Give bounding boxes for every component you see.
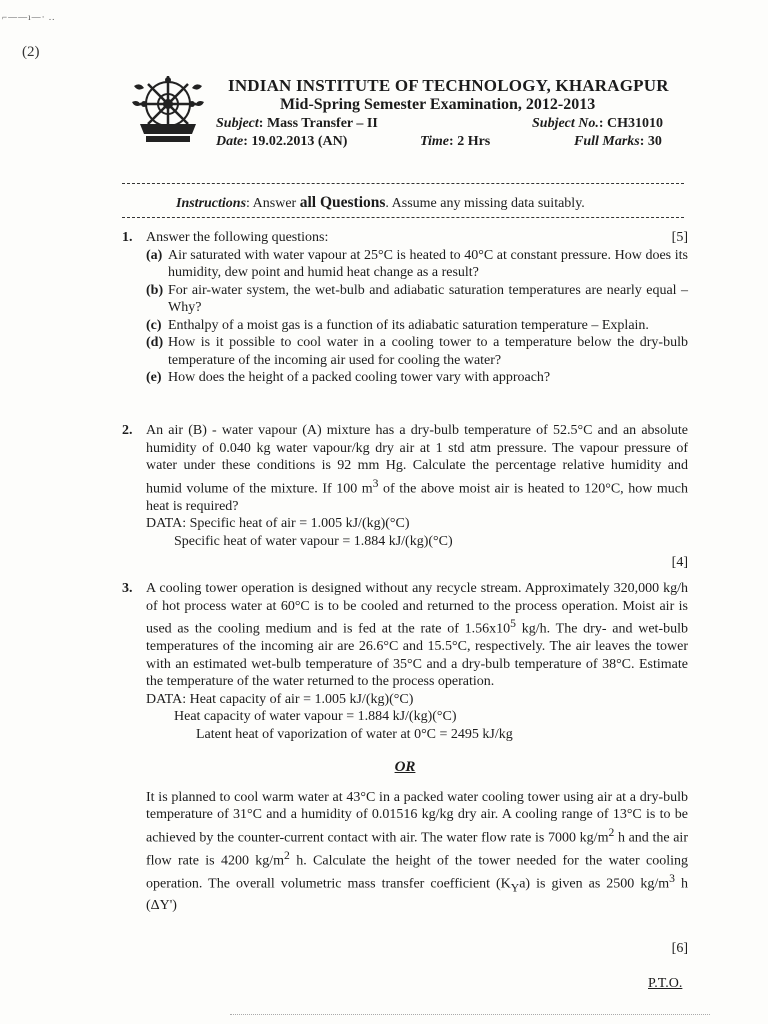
- subject-number: Subject No.: CH31010: [532, 116, 664, 131]
- question-number: 3.: [122, 581, 133, 596]
- question-number: 2.: [122, 423, 133, 438]
- divider-top: [122, 183, 684, 184]
- data-line: DATA: Heat capacity of air = 1.005 kJ/(kg)(°C): [146, 691, 414, 707]
- subject-line: Subject: Mass Transfer – II: [216, 116, 378, 131]
- exam-date: Date: 19.02.2013 (AN): [216, 134, 348, 149]
- scan-mark: ⌐——ı—· ..: [2, 12, 56, 22]
- pto-label: P.T.O.: [648, 976, 683, 991]
- data-line: Heat capacity of water vapour = 1.884 kJ/(kg)(°C): [174, 709, 457, 725]
- sub-question: (c) Enthalpy of a moist gas is a function of its adiabatic saturation temperature – Explain.: [146, 317, 649, 333]
- question-text: A cooling tower operation is designed without any recycle stream. Approximately 320,000 kg/h of hot process water at 60°C is to be cooled and returned to the process operation. Moist air is used as the cooling medium and is fed at the rate of $1.56x10^5$ kg/h. The dry- and wet-bulb temperatures of the incoming air are 26.6°C and 15.5°C, respectively. The air leaves the tower with an estimated wet-bulb temperature of 35°C and a dry-bulb temperature of 38°C. Estimate the temperature of the water returned to the process operation.: [146, 581, 688, 690]
- question-marks: [6]: [671, 941, 688, 957]
- question-marks: [4]: [671, 555, 688, 571]
- institute-logo-icon: [126, 72, 210, 146]
- sub-question: (b) For air-water system, the wet-bulb and adiabatic saturation temperatures are nearly equal – Why?: [146, 282, 688, 315]
- exam-time: Time: 2 Hrs: [420, 134, 491, 149]
- exam-title: Mid-Spring Semester Examination, 2012-2013: [280, 96, 596, 113]
- question-2: [122, 422, 688, 572]
- question-marks: [5]: [671, 230, 688, 245]
- data-line: Latent heat of vaporization of water at 0°C = 2495 kJ/kg: [196, 726, 513, 742]
- or-divider: OR: [394, 759, 416, 776]
- sub-question: (d) How is it possible to cool water in a cooling tower to a temperature below the dry-bulb temperature of the incoming air used for cooling the water?: [146, 335, 688, 368]
- page-number: (2): [22, 44, 40, 60]
- data-line: DATA: Specific heat of air = 1.005 kJ/(kg)(°C): [146, 516, 410, 532]
- data-line: Specific heat of water vapour = 1.884 kJ/(kg)(°C): [174, 533, 453, 549]
- question-text: An air (B) - water vapour (A) mixture has a dry-bulb temperature of 52.5°C and an absolute humidity of 0.040 kg water vapour/kg dry air at 1 std atm pressure. The vapour pressure of water under these conditions is 92 mm Hg. Calculate the percentage relative humidity and humid volume of the mixture. If 100 $m^3$ of the above moist air is heated to 120°C, how much heat is required?: [146, 423, 688, 514]
- instructions: Instructions: Answer all Questions. Assume any missing data suitably.: [176, 194, 585, 211]
- scan-artifact: [230, 1014, 710, 1015]
- full-marks: Full Marks: 30: [574, 134, 662, 149]
- sub-question: (a) Air saturated with water vapour at 25°C is heated to 40°C at constant pressure. How does its humidity, dew point and humid heat change as a result?: [146, 247, 688, 280]
- alternative-question-text: It is planned to cool warm water at 43°C in a packed water cooling tower using air at a dry-bulb temperature of 31°C and a humidity of 0.01516 kg/kg dry air. A cooling range of 13°C is to be achieved by the counter-current contact with air. The water flow rate is 7000 $kg/m^2$ h and the air flow rate is 4200 $kg/m^2$ h. Calculate the height of the tower needed for the water cooling operation. The overall volumetric mass transfer coefficient $(K_Ya)$ is given as 2500 $kg/m^3$ h (ΔY'): [146, 789, 688, 913]
- divider-bottom: [122, 217, 684, 218]
- question-number: 1.: [122, 230, 133, 245]
- question-1: [122, 229, 688, 387]
- question-3: [122, 580, 688, 958]
- sub-question: (e) How does the height of a packed cooling tower vary with approach?: [146, 370, 551, 385]
- question-lead: Answer the following questions:: [146, 230, 329, 245]
- institute-name: INDIAN INSTITUTE OF TECHNOLOGY, KHARAGPUR: [228, 76, 669, 95]
